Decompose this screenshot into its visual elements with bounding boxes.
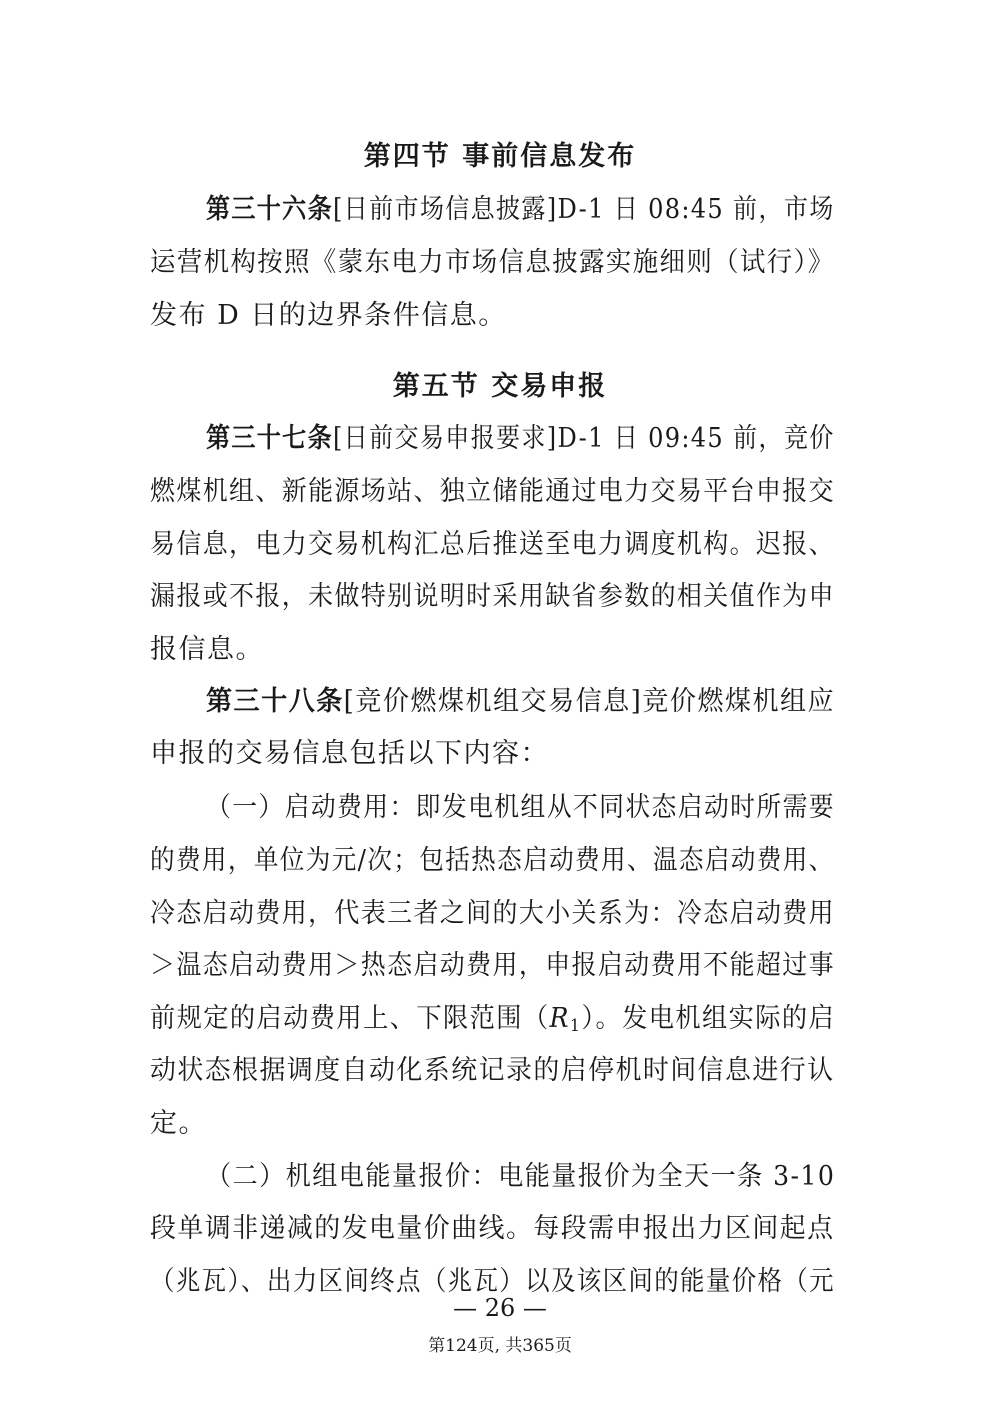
section-heading-4: 第四节 事前信息发布 [363, 141, 637, 172]
article-38-line-1: 第三十八条[竞价燃煤机组交易信息]竞价燃煤机组应 [206, 686, 836, 717]
article-38-line-2: 申报的交易信息包括以下内容： [150, 738, 549, 769]
article-37-title: 第三十七条 [206, 423, 333, 454]
r-subscript: 1 [569, 1016, 582, 1036]
item-1-line-5: 前规定的启动费用上、下限范围$(R_1)$。发电机组实际的启 [150, 1003, 836, 1036]
section-heading-5: 第五节 交易申报 [392, 371, 608, 402]
article-37-line-3: 易信息，电力交易机构汇总后推送至电力调度机构。迟报、 [150, 529, 835, 560]
item-1-line-3: 冷态启动费用，代表三者之间的大小关系为：冷态启动费用 [150, 898, 835, 929]
article-37-line-4: 漏报或不报，未做特别说明时采用缺省参数的相关值作为申 [150, 581, 835, 612]
item-2-line-1: （二）机组电能量报价：电能量报价为全天一条 3-10 [206, 1161, 836, 1192]
item-1-line-7: 定。 [150, 1108, 207, 1139]
item-1-line-2: 的费用，单位为元/次；包括热态启动费用、温态启动费用、 [150, 845, 835, 876]
page-number: — 26 — [453, 1294, 547, 1322]
article-37-line-5: 报信息。 [150, 634, 264, 665]
article-36-line-2: 运营机构按照《蒙东电力市场信息披露实施细则（试行）》 [150, 247, 835, 278]
item-1-line-6: 动状态根据调度自动化系统记录的启停机时间信息进行认 [150, 1055, 835, 1086]
r-symbol: R [549, 1003, 570, 1034]
article-37-line-1: 第三十七条[日前交易申报要求]D-1 日 09:45 前，竞价 [206, 423, 835, 454]
item-1-line-4: ＞温态启动费用＞热态启动费用，申报启动费用不能超过事 [150, 950, 835, 981]
article-36-line-3: 发布 D 日的边界条件信息。 [150, 300, 507, 331]
article-38-title: 第三十八条 [206, 686, 344, 717]
item-2-line-2: 段单调非递减的发电量价曲线。每段需申报出力区间起点 [150, 1213, 835, 1244]
item-2-line-3: （兆瓦）、出力区间终点（兆瓦）以及该区间的能量价格（元 [150, 1266, 835, 1297]
article-36-line-1: 第三十六条[日前市场信息披露]D-1 日 08:45 前，市场 [206, 194, 835, 225]
article-36-title: 第三十六条 [206, 194, 333, 225]
item-1-line-1: （一）启动费用：即发电机组从不同状态启动时所需要 [206, 792, 835, 823]
page-footer: 第124页, 共365页 [428, 1336, 572, 1356]
article-37-line-2: 燃煤机组、新能源场站、独立储能通过电力交易平台申报交 [150, 476, 835, 507]
